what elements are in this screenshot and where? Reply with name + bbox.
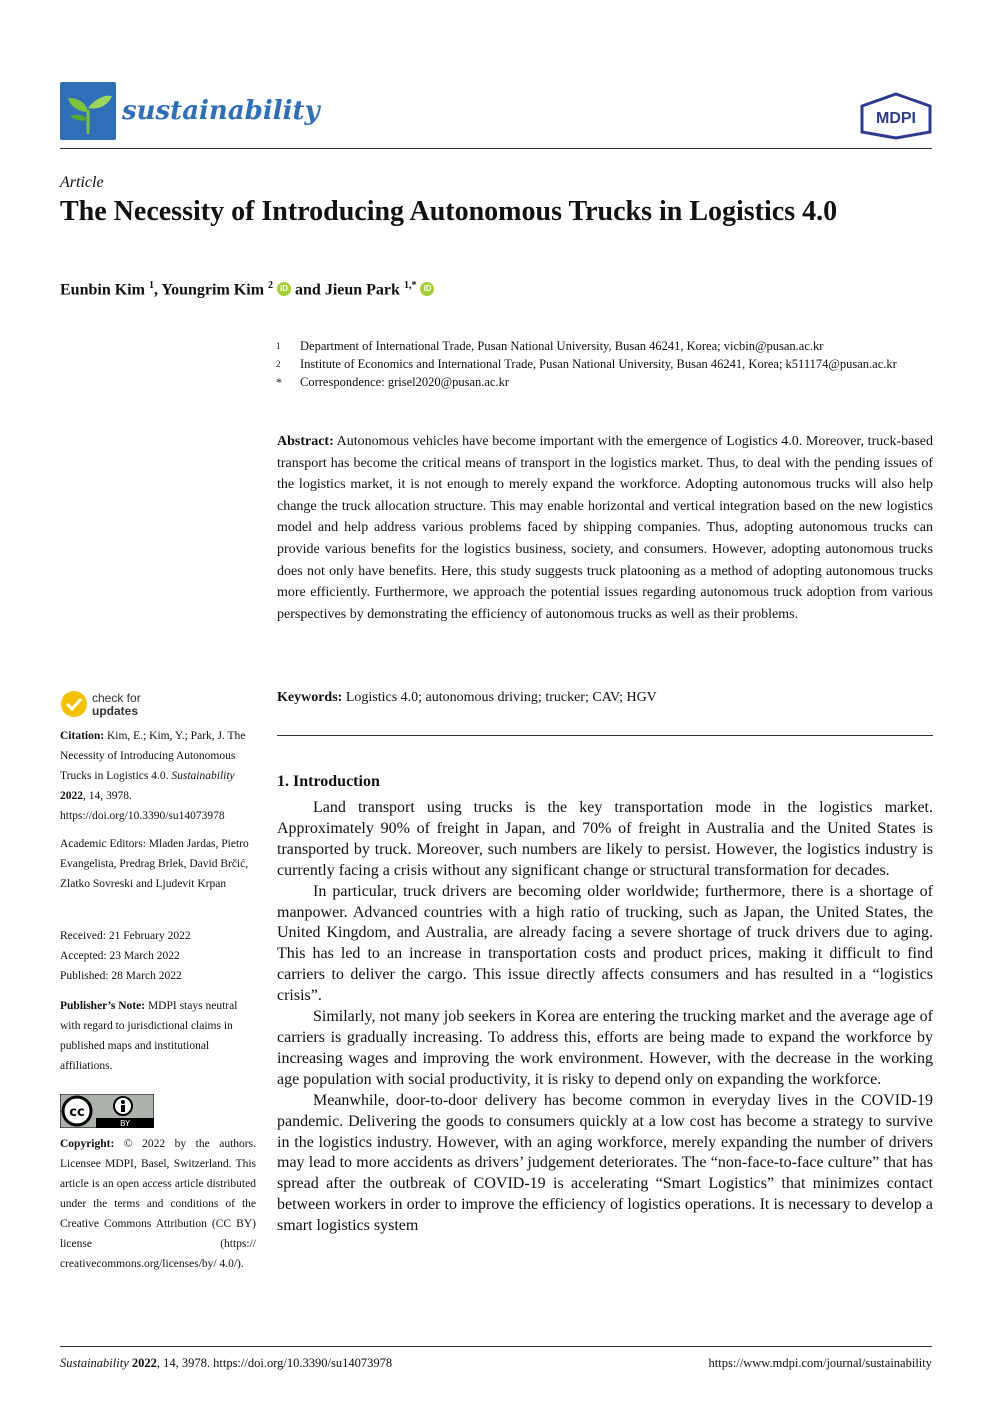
orcid-icon[interactable]: iD [277,282,291,296]
publisher-note: Publisher’s Note: MDPI stays neutral with regard to jurisdictional claims in published maps and institutional affiliations. [60,1000,238,1072]
abstract [277,431,933,625]
section-heading: 1. Introduction [277,773,380,790]
check-label: check for [92,691,141,705]
author-affil-mark: 1 [148,280,154,291]
body-text [277,798,933,1237]
header-divider [60,148,932,149]
paragraph: Meanwhile, door-to-door delivery has become common in everyday lives in the COVID-19 pandemic. Delivering the goods to consumers quickly at a low cost has become a strategy to survive in the logistics industry. However, with an aging workforce, merely expanding the number of drivers may lead to more accidents as drivers’ judgement deteriorates. The “non-face-to-face culture” that has spread after the outbreak of COVID-19 is accelerating “Smart Logistics” that minimizes contact between workers in order to improve the efficiency of logistics operations. It is necessary to develop a smart logistics system [277,1091,933,1235]
affiliation-item: 1 Department of International Trade, Pusan National University, Busan 46241, Korea; vicbin@pusan.ac.kr [276,339,824,353]
publication-dates [60,926,256,986]
orcid-icon[interactable]: iD [420,282,434,296]
journal-name: sustainability [122,96,320,126]
mdpi-logo-icon [858,92,934,140]
copyright: Copyright: © 2022 by the authors. Licensee MDPI, Basel, Switzerland. This article is an open access article distributed under the terms and conditions of the Creative Commons Attribution (CC BY) license (https:// creativecommons.org/licenses/by/ 4.0/). [60,1138,256,1270]
keywords-divider [277,735,933,736]
author-name: Jieun Park [324,281,400,299]
author-name: Youngrim Kim [161,281,265,299]
sprout-logo-icon [60,82,116,140]
author-list: Eunbin Kim $^1$, Youngrim Kim $^2$ iD and Jieun Park $^{1,*}$ iD [60,280,434,299]
abstract-label: Abstract: [277,434,334,449]
published-date: Published: 28 March 2022 [60,970,182,982]
received-date: Received: 21 February 2022 [60,930,191,942]
affiliation-item: 2 Institute of Economics and International Trade, Pusan National University, Busan 46241, Korea; k511174@pusan.ac.kr [276,357,897,371]
affiliations [276,337,916,391]
paragraph: In particular, truck drivers are becoming older worldwide; furthermore, there is a shortage of manpower. Advanced countries with a high ratio of trucking, such as Japan, the United States, the United Kingdom, and Australia, are already facing a severe shortage of truck drivers due to aging. This has led to an increase in transportation costs and product prices, making it difficult to find carriers to deliver the cargo. This issue directly affects consumers and has resulted in a “logistics crisis”. [277,882,933,1005]
author-name: Eunbin Kim [60,281,145,299]
article-type: Article [60,174,104,191]
footer-journal-link[interactable]: https://www.mdpi.com/journal/sustainability [708,1356,932,1370]
check-updates-icon [60,690,88,718]
keywords [277,690,933,706]
check-for-updates-button[interactable] [60,690,220,724]
publisher-name: MDPI [876,110,916,127]
svg-text:cc: cc [69,1105,85,1120]
accepted-date: Accepted: 23 March 2022 [60,950,180,962]
footer-divider [60,1346,932,1347]
cc-by-label: BY [120,1119,130,1128]
academic-editors: Academic Editors: Mladen Jardas, Pietro Evangelista, Predrag Brlek, David Brčić, Zlatko Sovreski and Ljudevit Krpan [60,838,249,890]
article-title: The Necessity of Introducing Autonomous Trucks in Logistics 4.0 [60,196,838,227]
keywords-label: Keywords: [277,690,343,705]
footer-citation: Sustainability 2022, 14, 3978. https://doi.org/10.3390/su14073978 [60,1356,393,1370]
abstract-text: Autonomous vehicles have become important with the emergence of Logistics 4.0. Moreover, truck-based transport has become the critical means of transport in the logistics market. Thus, to deal with the pending issues of the logistics market, it is not enough to merely expand the workforce. Adopting autonomous trucks will also help change the truck allocation structure. This may enable horizontal and vertical integration based on the new logistics model and help address various problems faced by shipping companies. Thus, adopting autonomous trucks can provide various benefits for the logistics business, society, and consumers. However, adopting autonomous trucks does not only have benefits. Here, this study suggests truck platooning as a method of adopting autonomous trucks more efficiently. Furthermore, we approach the potential issues regarding autonomous truck adoption from various perspectives by demonstrating the efficiency of autonomous trucks as well as their problems. [277,434,933,622]
keywords-text: Logistics 4.0; autonomous driving; trucker; CAV; HGV [345,690,657,705]
paragraph: Similarly, not many job seekers in Korea are entering the trucking market and the average age of carriers is gradually increasing. To address this, efforts are being made to expand the workforce by increasing wages and improving the work environment. However, with the decrease in the working age population with social productivity, it is risky to depend only on expanding the workforce. [277,1008,933,1088]
author-affil-mark: 2 [268,280,274,291]
cc-by-icon[interactable] [60,1094,154,1128]
citation: Citation: Kim, E.; Kim, Y.; Park, J. The Necessity of Introducing Autonomous Trucks in Logistics 4.0. Sustainability 2022, 14, 3978. https://doi.org/10.3390/su14073978 [60,730,246,822]
updates-label: updates [92,704,139,718]
correspondence-item: * Correspondence: grisel2020@pusan.ac.kr [276,375,510,389]
paragraph: Land transport using trucks is the key transportation mode in the logistics market. Approximately 90% of freight in Japan, and 70% of freight in Australia and the United States is transported by truck. Moreover, such numbers are likely to persist. However, the logistics industry is currently facing a crisis without any significant change or structural transformation for decades. [277,799,933,879]
author-affil-mark: 1,* [403,280,417,291]
